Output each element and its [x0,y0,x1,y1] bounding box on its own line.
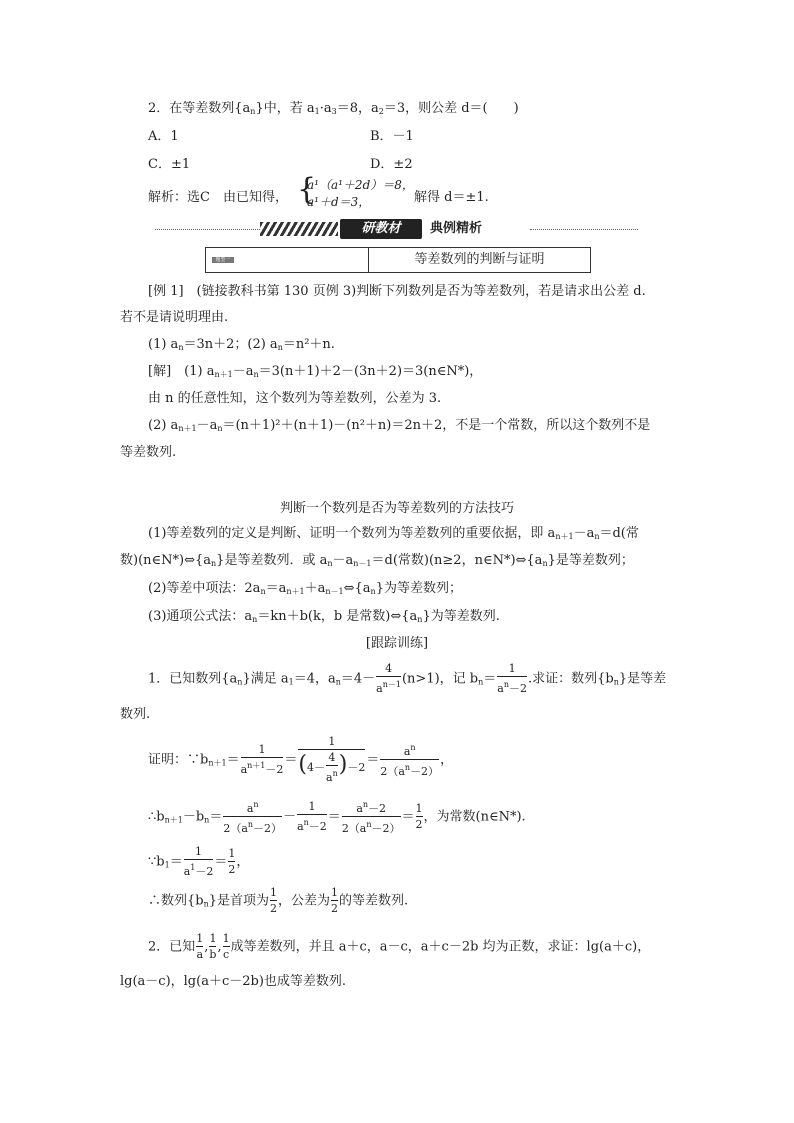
section-header [205,247,591,273]
banner-dotted-line-left [155,229,260,230]
proof-conclusion: ∴数列$\{b_n\}$是首项为 $\frac{1}{2}$ ，公差为 $\frac{1}{2}$ 的等差数列. [148,886,409,915]
practice-q1: 1．已知数列$\{a_n\}$满足 $a_1=4$，$a_n=4-$ $\frac{4}{a^{n-1}}$ (n>1)，记 $b_n=$ $\frac{1}{a^n-2}$ .求证：数列$\{b_n\}$是等差 [148,662,667,695]
example1-line1: [例 1] (链接教科书第 130 页例 3)判断下列数列是否为等差数列，若是请求出公差 d. [148,284,646,299]
section-title: 等差数列的判断与证明 [414,252,545,267]
q2-analysis-prefix: 解析：选C 由已知得， [148,190,288,205]
proof-line1: 证明：$\because b_{n+1}=$ $\frac{1}{a^{n+1}-2}$ ＝ 1 (4－ $\frac{4}{a^n}$ )－2 ＝ $\frac{a^n}{2(a^n-2)}$ ， [148,735,454,784]
practice-q2: 2．已知 $\frac{1}{a}$ , $\frac{1}{b}$ , $\frac{1}{c}$ 成等差数列，并且 a＋c，a－c，a＋c－2b 均为正数，求证：lg(a＋c)， [148,932,651,961]
banner-label-sub: 典例精析 [430,221,483,236]
practice-title: [跟踪训练] [365,636,429,651]
q2-stem: 2．在等差数列$\{a_n\}$中，若 $a_1\cdot a_3=8$，$a_2=3$，则公差 d＝( ) [148,101,519,116]
method-title: 判断一个数列是否为等差数列的方法技巧 [279,501,514,516]
method-point1: (1)等差数列的定义是判断、证明一个数列为等差数列的重要依据，即 $a_{n+1}-a_n=d$(常 [148,526,639,541]
q2-option-c: C．±1 [148,157,191,172]
q2-option-b: B．－1 [370,129,414,144]
q2-system-line1: a¹（a¹＋2d）＝8， [307,178,414,192]
method-point2: (2)等差中项法：$2a_n=a_{n+1}+a_{n-1}\Leftrightarrow\{a_n\}$为等差数列； [148,581,462,596]
q2-analysis-suffix: 解得 d＝±1. [414,190,489,205]
banner-dotted-line-right [530,229,638,230]
proof-line3: $\because b_1=$ $\frac{1}{a^1-2}$ ＝ $\frac{1}{2}$ ， [148,845,250,878]
system-brace: { [297,172,317,207]
example1-solution2: 由 n 的任意性知，这个数列为等差数列，公差为 3. [148,391,442,406]
practice-q1-cont: 数列. [120,707,151,722]
example1-solution4: 等差数列. [120,445,177,460]
method-point3: (3)通项公式法：$a_n=kn+b(k$，b 是常数)$\Leftrightarrow\{a_n\}$为等差数列. [148,609,500,624]
banner-label-main: 研教材 [340,219,422,239]
example1-line2: 若不是请说明理由. [120,310,229,325]
q2-system-line2: a¹＋d＝3， [307,195,371,209]
example1-parts: (1) $a_n=3n+2$；(2) $a_n=n^2+n$. [148,337,335,352]
banner-stripes [260,222,338,236]
section-tab [206,248,369,272]
section-banner [260,219,530,239]
q2-option-a: A．1 [148,129,179,144]
practice-q2-cont: lg(a－c)，lg(a＋c－2b)也成等差数列. [120,974,347,989]
example1-solution1: [解] (1) $a_{n+1}-a_n=3(n+1)+2-(3n+2)=3(n\in N*)$， [148,364,483,379]
section-tab-label: 题型一 [212,257,234,263]
proof-line2: $\therefore b_{n+1}-b_n=$ $\frac{a^n}{2(a^n-2)}$ － $\frac{1}{a^n-2}$ ＝ $\frac{a^n-2}{2(a^n-2)}$ ＝ $\frac{1}{2}$ ，为常数(n∈N*). [148,800,526,835]
method-point1-cont: 数)$(n\in N*)\Leftrightarrow\{a_n\}$是等差数列．或 $a_n-a_{n-1}=d$(常数)(n≥2，$n\in N*)\Leftrightarrow\{a_n\}$是等差数列； [120,553,634,568]
q2-option-d: D．±2 [370,157,413,172]
example1-solution3: (2) $a_{n+1}-a_n=(n+1)^2+(n+1)-(n^2+n)=2n+2$，不是一个常数，所以这个数列不是 [148,418,651,433]
